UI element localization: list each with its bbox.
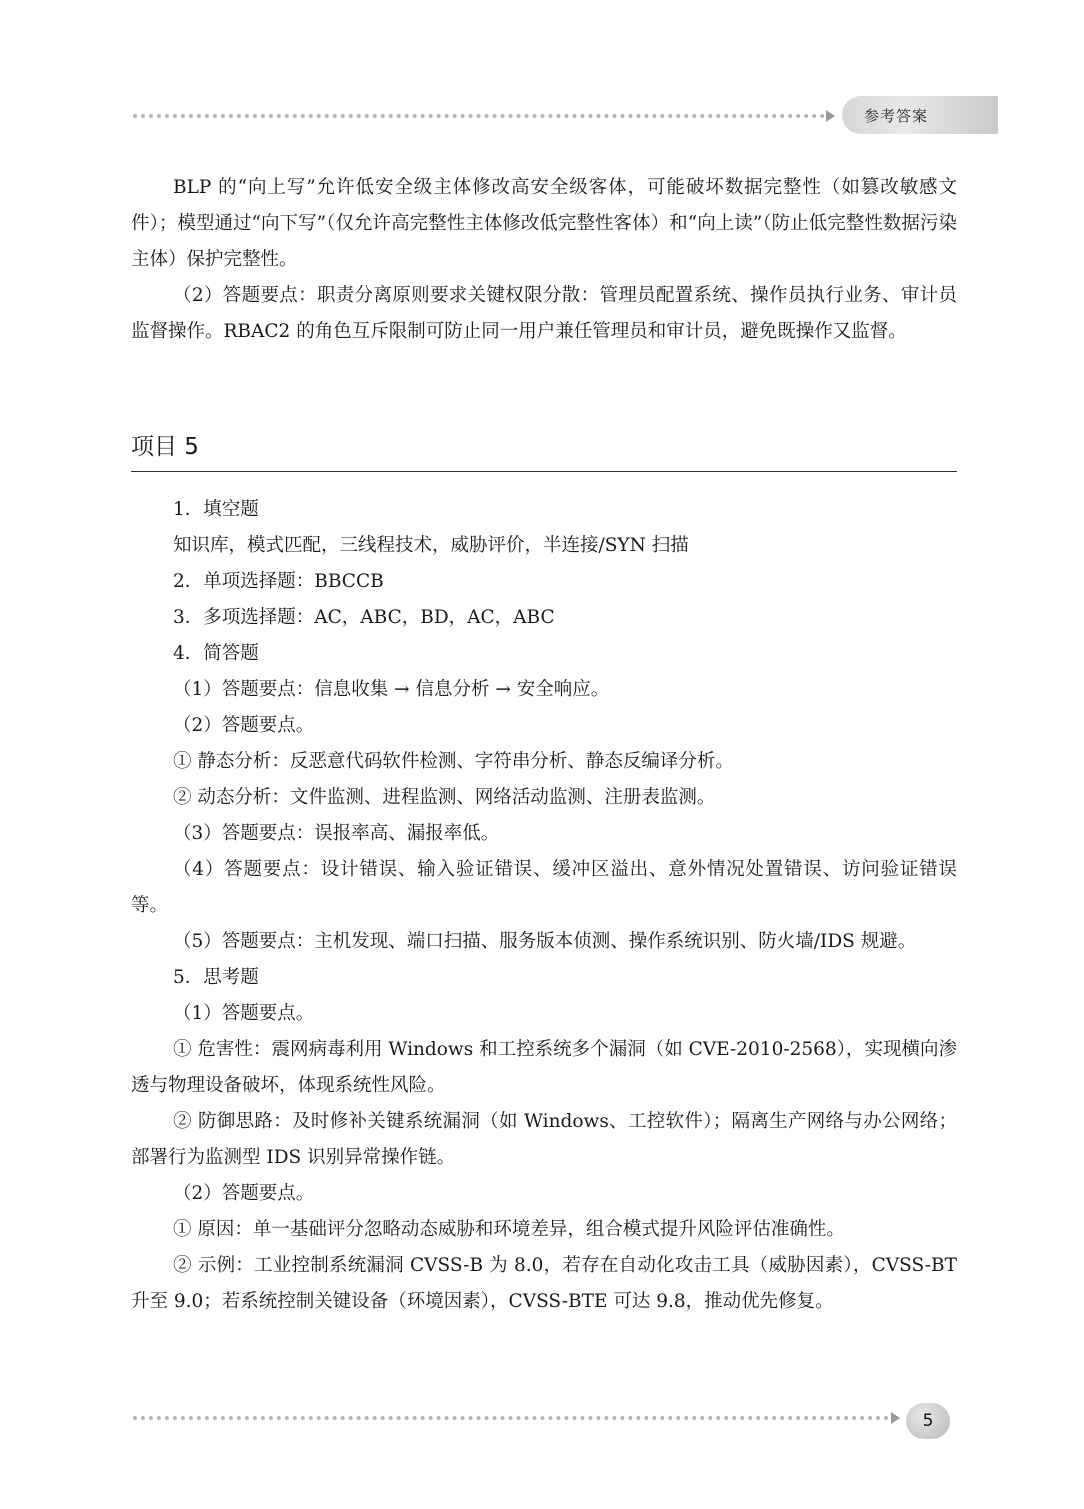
footer-arrow-icon — [891, 1412, 900, 1424]
list-item: ② 动态分析：文件监测、进程监测、网络活动监测、注册表监测。 — [173, 787, 716, 808]
list-item: 2．单项选择题：BBCCB — [173, 571, 384, 592]
footer-dotted-rule — [133, 1416, 889, 1420]
section-title: 项目 5 — [131, 428, 957, 472]
page-number: 5 — [906, 1403, 950, 1439]
list-item: 知识库，模式匹配，三线程技术，威胁评价，半连接/SYN 扫描 — [173, 535, 689, 556]
list-item: 5．思考题 — [173, 967, 259, 988]
list-item: ② 示例：工业控制系统漏洞 CVSS-B 为 8.0，若存在自动化攻击工具（威胁因素），CVSS-BT 升至 9.0；若系统控制关键设备（环境因素），CVSS-BTE 可达 9.8，推动优先修复。 — [131, 1255, 957, 1312]
list-item: （4）答题要点：设计错误、输入验证错误、缓冲区溢出、意外情况处置错误、访问验证错误等。 — [131, 859, 957, 916]
list-item: （5）答题要点：主机发现、端口扫描、服务版本侦测、操作系统识别、防火墙/IDS 规避。 — [173, 931, 917, 952]
list-item: （1）答题要点。 — [173, 1003, 315, 1024]
top-content — [131, 170, 957, 350]
list-item: ① 静态分析：反恶意代码软件检测、字符串分析、静态反编译分析。 — [173, 751, 734, 772]
paragraph: BLP 的“向上写”允许低安全级主体修改高安全级客体，可能破坏数据完整性（如篡改敏感文件）；模型通过“向下写”（仅允许高完整性主体修改低完整性客体）和“向上读”（防止低完整性数据污染主体）保护完整性。 — [131, 177, 957, 270]
list-item: （1）答题要点：信息收集 → 信息分析 → 安全响应。 — [173, 679, 610, 700]
header-arrow-icon — [826, 110, 835, 122]
list-item: 4．简答题 — [173, 643, 259, 664]
list-item: ① 原因：单一基础评分忽略动态威胁和环境差异，组合模式提升风险评估准确性。 — [173, 1219, 845, 1240]
header-dotted-rule — [133, 114, 825, 118]
section-content — [131, 492, 957, 1320]
header-tab — [842, 96, 998, 134]
paragraph: （2）答题要点：职责分离原则要求关键权限分散：管理员配置系统、操作员执行业务、审计员监督操作。RBAC2 的角色互斥限制可防止同一用户兼任管理员和审计员，避免既操作又监督。 — [131, 285, 957, 342]
list-item: 1．填空题 — [173, 499, 259, 520]
list-item: ② 防御思路：及时修补关键系统漏洞（如 Windows、工控软件）；隔离生产网络与办公网络；部署行为监测型 IDS 识别异常操作链。 — [131, 1111, 957, 1168]
list-item: （3）答题要点：误报率高、漏报率低。 — [173, 823, 500, 844]
header-label: 参考答案 — [864, 107, 929, 125]
list-item: 3．多项选择题：AC，ABC，BD，AC，ABC — [173, 607, 555, 628]
list-item: ① 危害性：震网病毒利用 Windows 和工控系统多个漏洞（如 CVE-2010-2568），实现横向渗透与物理设备破坏，体现系统性风险。 — [131, 1039, 957, 1096]
list-item: （2）答题要点。 — [173, 715, 315, 736]
list-item: （2）答题要点。 — [173, 1183, 315, 1204]
